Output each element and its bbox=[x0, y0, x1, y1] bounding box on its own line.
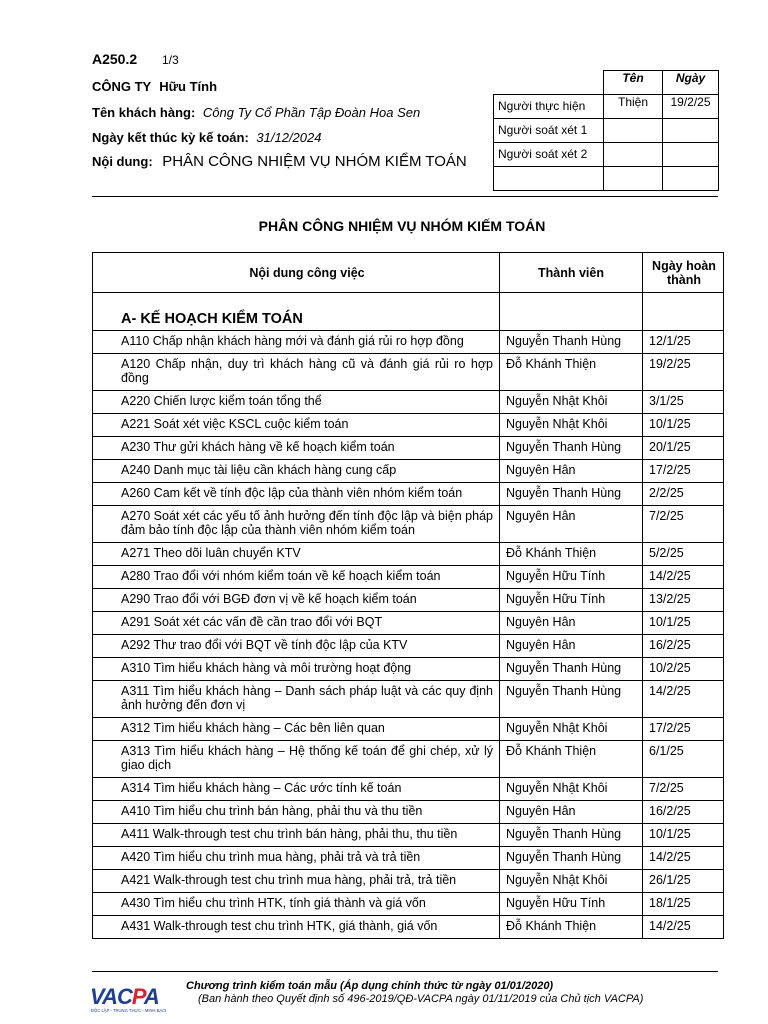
date-cell: 3/1/25 bbox=[643, 391, 724, 414]
signoff-row bbox=[494, 94, 719, 118]
signoff-name bbox=[604, 166, 663, 190]
date-cell: 10/2/25 bbox=[643, 658, 724, 681]
table-row bbox=[93, 414, 724, 437]
task-cell: A431 Walk-through test chu trình HTK, giá thành, giá vốn bbox=[93, 916, 500, 939]
member-cell: Nguyễn Hữu Tính bbox=[500, 589, 643, 612]
task-cell: A410 Tìm hiểu chu trình bán hàng, phải thu và thu tiền bbox=[93, 801, 500, 824]
table-row bbox=[93, 331, 724, 354]
date-cell: 10/1/25 bbox=[643, 414, 724, 437]
date-cell: 26/1/25 bbox=[643, 870, 724, 893]
period-end-label: Ngày kết thúc kỳ kế toán: bbox=[92, 130, 249, 145]
signoff-date bbox=[663, 142, 719, 166]
table-row bbox=[93, 681, 724, 718]
member-cell: Nguyên Hân bbox=[500, 801, 643, 824]
table-row bbox=[93, 718, 724, 741]
section-row bbox=[93, 293, 724, 331]
task-cell: A421 Walk-through test chu trình mua hàng, phải trả, trả tiền bbox=[93, 870, 500, 893]
content-value: PHÂN CÔNG NHIỆM VỤ NHÓM KIỂM TOÁN bbox=[162, 153, 467, 170]
signoff-role bbox=[494, 166, 604, 190]
member-cell: Nguyễn Thanh Hùng bbox=[500, 681, 643, 718]
task-cell: A411 Walk-through test chu trình bán hàng, phải thu, thu tiền bbox=[93, 824, 500, 847]
section-title: A- KẾ HOẠCH KIỂM TOÁN bbox=[93, 293, 500, 331]
signoff-role: Người thực hiện bbox=[494, 94, 604, 118]
table-row bbox=[93, 741, 724, 778]
signoff-header-date: Ngày bbox=[663, 71, 719, 95]
content-line bbox=[92, 153, 472, 170]
task-cell: A310 Tìm hiểu khách hàng và môi trường hoạt động bbox=[93, 658, 500, 681]
client-label: Tên khách hàng: bbox=[92, 105, 196, 120]
date-cell: 14/2/25 bbox=[643, 681, 724, 718]
date-cell: 14/2/25 bbox=[643, 566, 724, 589]
signoff-date bbox=[663, 166, 719, 190]
date-cell: 12/1/25 bbox=[643, 331, 724, 354]
table-row bbox=[93, 801, 724, 824]
client-value: Công Ty Cổ Phần Tập Đoàn Hoa Sen bbox=[202, 105, 421, 120]
signoff-role: Người soát xét 1 bbox=[494, 118, 604, 142]
header-task: Nội dung công việc bbox=[93, 253, 500, 293]
date-cell: 7/2/25 bbox=[643, 506, 724, 543]
table-row bbox=[93, 658, 724, 681]
vacpa-logo-word: VACPA bbox=[90, 984, 159, 1009]
date-cell: 13/2/25 bbox=[643, 589, 724, 612]
member-cell: Đỗ Khánh Thiện bbox=[500, 916, 643, 939]
section-empty-cell bbox=[500, 293, 643, 331]
signoff-name: Thiện bbox=[604, 94, 663, 118]
table-row bbox=[93, 506, 724, 543]
task-cell: A292 Thư trao đổi với BQT về tính độc lập của KTV bbox=[93, 635, 500, 658]
task-cell: A220 Chiến lược kiểm toán tổng thể bbox=[93, 391, 500, 414]
footer-divider bbox=[92, 971, 718, 972]
task-cell: A311 Tìm hiểu khách hàng – Danh sách pháp luật và các quy định ảnh hưởng đến đơn vị bbox=[93, 681, 500, 718]
header-divider bbox=[92, 196, 718, 197]
member-cell: Nguyễn Thanh Hùng bbox=[500, 658, 643, 681]
task-cell: A221 Soát xét việc KSCL cuộc kiểm toán bbox=[93, 414, 500, 437]
member-cell: Nguyên Hân bbox=[500, 635, 643, 658]
signoff-name bbox=[604, 118, 663, 142]
signoff-name bbox=[604, 142, 663, 166]
date-cell: 20/1/25 bbox=[643, 437, 724, 460]
task-cell: A271 Theo dõi luân chuyển KTV bbox=[93, 543, 500, 566]
table-row bbox=[93, 354, 724, 391]
task-cell: A230 Thư gửi khách hàng về kế hoạch kiểm toán bbox=[93, 437, 500, 460]
member-cell: Nguyễn Hữu Tính bbox=[500, 566, 643, 589]
table-row bbox=[93, 824, 724, 847]
member-cell: Đỗ Khánh Thiện bbox=[500, 543, 643, 566]
date-cell: 14/2/25 bbox=[643, 916, 724, 939]
task-cell: A430 Tìm hiểu chu trình HTK, tính giá thành và giá vốn bbox=[93, 893, 500, 916]
signoff-role: Người soát xét 2 bbox=[494, 142, 604, 166]
date-cell: 7/2/25 bbox=[643, 778, 724, 801]
period-end-value: 31/12/2024 bbox=[256, 130, 322, 145]
member-cell: Nguyễn Nhật Khôi bbox=[500, 870, 643, 893]
date-cell: 6/1/25 bbox=[643, 741, 724, 778]
date-cell: 18/1/25 bbox=[643, 893, 724, 916]
table-header-row bbox=[93, 253, 724, 293]
signoff-header-name: Tên bbox=[604, 71, 663, 95]
task-cell: A280 Trao đổi với nhóm kiểm toán về kế hoạch kiểm toán bbox=[93, 566, 500, 589]
date-cell: 2/2/25 bbox=[643, 483, 724, 506]
task-assignment-table bbox=[92, 252, 724, 939]
table-row bbox=[93, 870, 724, 893]
member-cell: Nguyễn Thanh Hùng bbox=[500, 483, 643, 506]
member-cell: Nguyễn Thanh Hùng bbox=[500, 847, 643, 870]
member-cell: Nguyễn Thanh Hùng bbox=[500, 331, 643, 354]
table-row bbox=[93, 483, 724, 506]
table-row bbox=[93, 893, 724, 916]
period-end-line bbox=[92, 130, 321, 145]
vacpa-logo-tagline: ĐỘC LẬP - TRUNG THỰC - MINH BẠCH bbox=[91, 1008, 166, 1013]
date-cell: 5/2/25 bbox=[643, 543, 724, 566]
member-cell: Nguyễn Thanh Hùng bbox=[500, 824, 643, 847]
company-line bbox=[92, 79, 217, 94]
signoff-row bbox=[494, 142, 719, 166]
footer-decision-note: (Ban hành theo Quyết định số 496-2019/QĐ-VACPA ngày 01/11/2019 của Chủ tịch VACPA) bbox=[198, 993, 644, 1005]
signoff-date bbox=[663, 118, 719, 142]
content-label: Nội dung: bbox=[92, 154, 153, 169]
task-cell: A120 Chấp nhận, duy trì khách hàng cũ và đánh giá rủi ro hợp đồng bbox=[93, 354, 500, 391]
member-cell: Nguyễn Nhật Khôi bbox=[500, 718, 643, 741]
footer-program-note: Chương trình kiểm toán mẫu (Áp dụng chính thức từ ngày 01/01/2020) bbox=[186, 980, 554, 992]
task-cell: A312 Tìm hiểu khách hàng – Các bên liên quan bbox=[93, 718, 500, 741]
task-cell: A314 Tìm hiểu khách hàng – Các ước tính kế toán bbox=[93, 778, 500, 801]
date-cell: 16/2/25 bbox=[643, 635, 724, 658]
member-cell: Nguyên Hân bbox=[500, 506, 643, 543]
member-cell: Đỗ Khánh Thiện bbox=[500, 354, 643, 391]
signoff-header-blank bbox=[494, 71, 604, 95]
table-row bbox=[93, 460, 724, 483]
task-cell: A260 Cam kết về tính độc lập của thành viên nhóm kiểm toán bbox=[93, 483, 500, 506]
table-row bbox=[93, 847, 724, 870]
signoff-row bbox=[494, 118, 719, 142]
date-cell: 16/2/25 bbox=[643, 801, 724, 824]
table-row bbox=[93, 543, 724, 566]
table-row bbox=[93, 391, 724, 414]
member-cell: Đỗ Khánh Thiện bbox=[500, 741, 643, 778]
document-code: A250.2 bbox=[92, 51, 138, 67]
signoff-table bbox=[493, 70, 719, 191]
task-cell: A420 Tìm hiểu chu trình mua hàng, phải trả và trả tiền bbox=[93, 847, 500, 870]
table-row bbox=[93, 589, 724, 612]
member-cell: Nguyễn Hữu Tính bbox=[500, 893, 643, 916]
date-cell: 10/1/25 bbox=[643, 612, 724, 635]
vacpa-logo bbox=[90, 982, 166, 1014]
table-row bbox=[93, 916, 724, 939]
page-title: PHÂN CÔNG NHIỆM VỤ NHÓM KIẾM TOÁN bbox=[258, 218, 546, 234]
date-cell: 19/2/25 bbox=[643, 354, 724, 391]
task-cell: A240 Danh mục tài liệu cần khách hàng cung cấp bbox=[93, 460, 500, 483]
header-member: Thành viên bbox=[500, 253, 643, 293]
member-cell: Nguyễn Nhật Khôi bbox=[500, 391, 643, 414]
table-row bbox=[93, 635, 724, 658]
table-row bbox=[93, 566, 724, 589]
date-cell: 17/2/25 bbox=[643, 718, 724, 741]
section-empty-cell bbox=[643, 293, 724, 331]
task-cell: A313 Tìm hiểu khách hàng – Hệ thống kế toán để ghi chép, xử lý giao dịch bbox=[93, 741, 500, 778]
date-cell: 10/1/25 bbox=[643, 824, 724, 847]
member-cell: Nguyễn Thanh Hùng bbox=[500, 437, 643, 460]
company-label: CÔNG TY bbox=[92, 79, 152, 94]
table-row bbox=[93, 612, 724, 635]
task-cell: A270 Soát xét các yếu tố ảnh hưởng đến tính độc lập và biện pháp đảm bảo tính độc lập của thành viên nhóm kiểm toán bbox=[93, 506, 500, 543]
member-cell: Nguyên Hân bbox=[500, 612, 643, 635]
member-cell: Nguyễn Nhật Khôi bbox=[500, 778, 643, 801]
header-completion-date: Ngày hoàn thành bbox=[643, 253, 724, 293]
client-line bbox=[92, 105, 420, 120]
member-cell: Nguyễn Nhật Khôi bbox=[500, 414, 643, 437]
member-cell: Nguyên Hân bbox=[500, 460, 643, 483]
task-cell: A290 Trao đổi với BGĐ đơn vị về kế hoạch kiểm toán bbox=[93, 589, 500, 612]
signoff-date: 19/2/25 bbox=[663, 94, 719, 118]
date-cell: 17/2/25 bbox=[643, 460, 724, 483]
signoff-row bbox=[494, 166, 719, 190]
company-name: Hữu Tính bbox=[159, 79, 218, 94]
vacpa-logo-graphic bbox=[90, 982, 166, 1014]
table-row bbox=[93, 437, 724, 460]
page-number: 1/3 bbox=[162, 53, 179, 67]
task-cell: A291 Soát xét các vấn đề cần trao đổi với BQT bbox=[93, 612, 500, 635]
task-cell: A110 Chấp nhận khách hàng mới và đánh giá rủi ro hợp đồng bbox=[93, 331, 500, 354]
table-row bbox=[93, 778, 724, 801]
date-cell: 14/2/25 bbox=[643, 847, 724, 870]
